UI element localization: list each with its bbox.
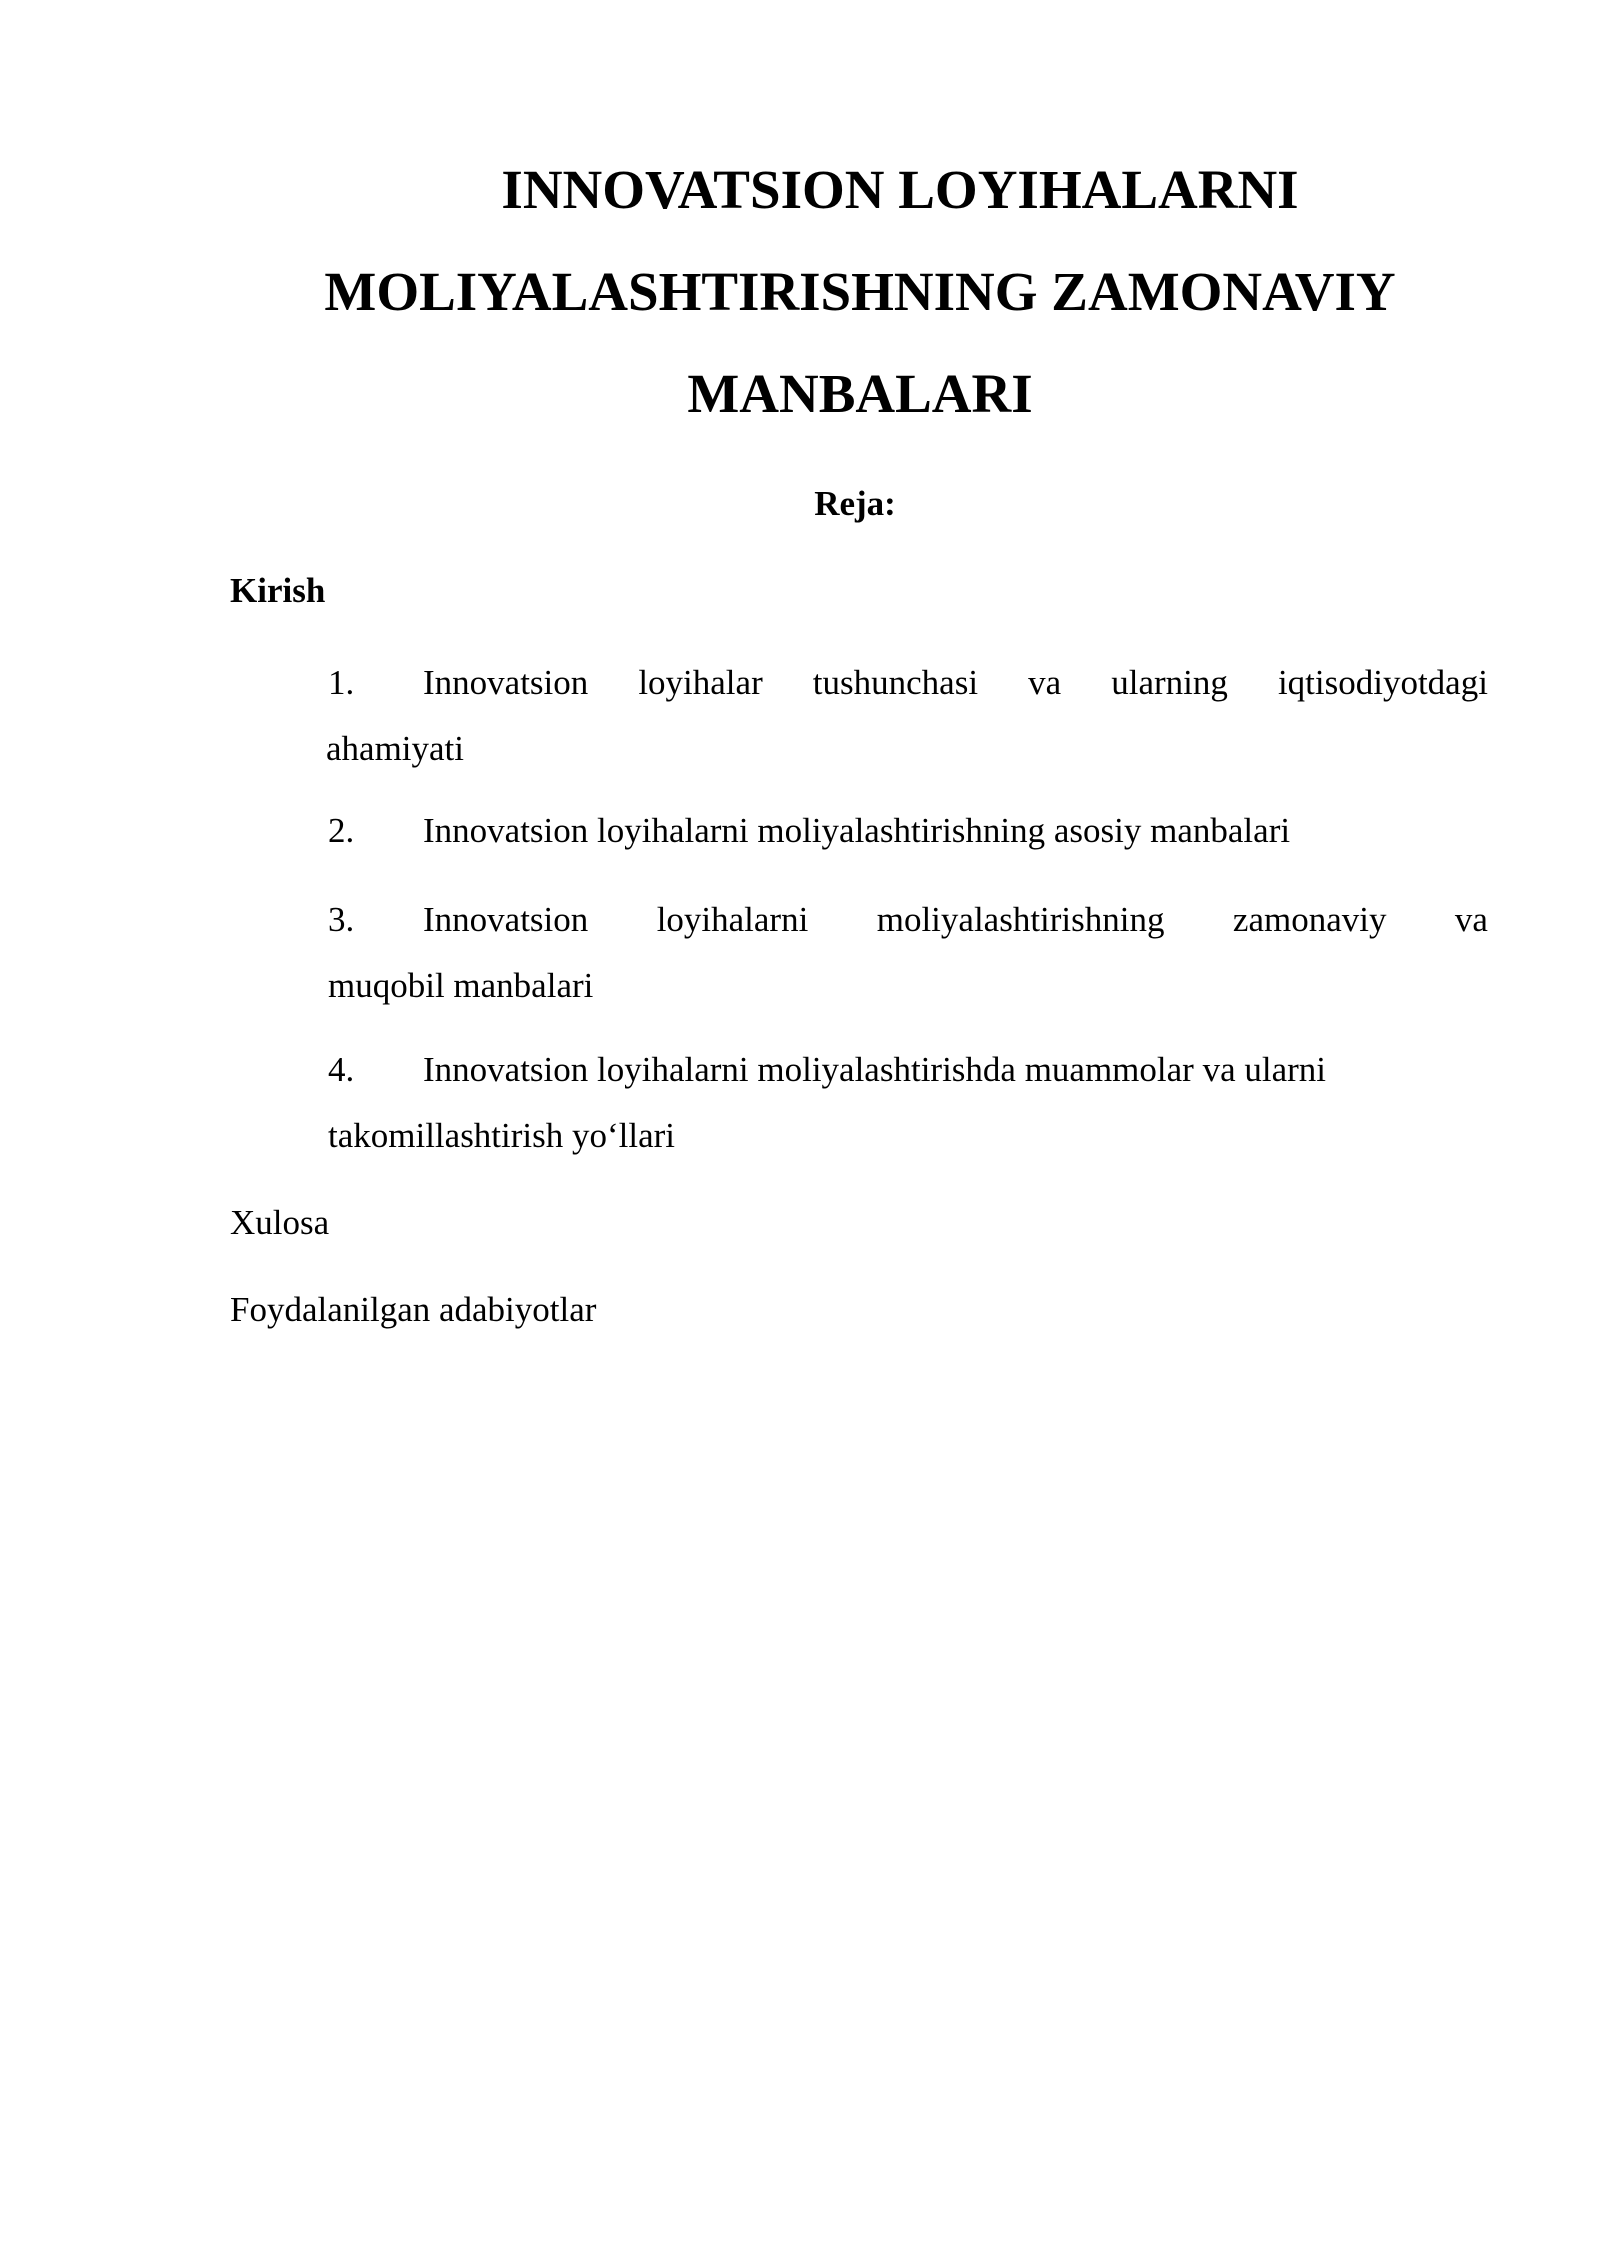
word: iqtisodiyotdagi [1277, 663, 1488, 702]
plan-item-4-first-line [328, 1037, 1488, 1103]
plan-item-1-first-line [328, 650, 1488, 716]
title-line-1: INNOVATSION LOYIHALARNI [501, 159, 1299, 220]
plan-item-1-continuation: ahamiyati [326, 729, 465, 768]
plan-item-1 [328, 650, 1488, 782]
word: zamonaviy [1232, 900, 1387, 939]
word: loyihalar [638, 663, 763, 702]
title-line-2: MOLIYALASHTIRISHNING ZAMONAVIY [324, 261, 1396, 322]
plan-item-3-number: 3. [328, 900, 355, 939]
plan-item-4-text: Innovatsion loyihalarni moliyalashtirishda muammolar va ularni [423, 1050, 1326, 1089]
word: loyihalarni [656, 900, 809, 939]
plan-item-4-continuation: takomillashtirish yo‘llari [328, 1116, 676, 1155]
word: tushunchasi [812, 663, 979, 702]
word: ularning [1111, 663, 1228, 702]
plan-item-4 [328, 1037, 1488, 1169]
plan-item-2-first-line [328, 798, 1488, 864]
plan-item-3-first-line [328, 887, 1488, 953]
word: Innovatsion [423, 663, 589, 702]
plan-item-1-number: 1. [328, 663, 355, 702]
plan-heading: Reja: [814, 484, 896, 523]
plan-item-2-text: Innovatsion loyihalarni moliyalashtirishning asosiy manbalari [423, 811, 1291, 850]
plan-item-3-continuation: muqobil manbalari [328, 966, 594, 1005]
word: va [1028, 663, 1062, 702]
title-line-3: MANBALARI [687, 363, 1033, 424]
conclusion-line: Xulosa [230, 1203, 330, 1242]
word: va [1454, 900, 1488, 939]
references-line: Foydalanilgan adabiyotlar [230, 1290, 597, 1329]
intro-heading: Kirish [230, 571, 326, 610]
plan-item-4-number: 4. [328, 1050, 355, 1089]
plan-item-3 [328, 887, 1488, 1019]
plan-item-2 [328, 798, 1488, 864]
word: moliyalashtirishning [876, 900, 1165, 939]
plan-item-2-number: 2. [328, 811, 355, 850]
word: Innovatsion [423, 900, 589, 939]
